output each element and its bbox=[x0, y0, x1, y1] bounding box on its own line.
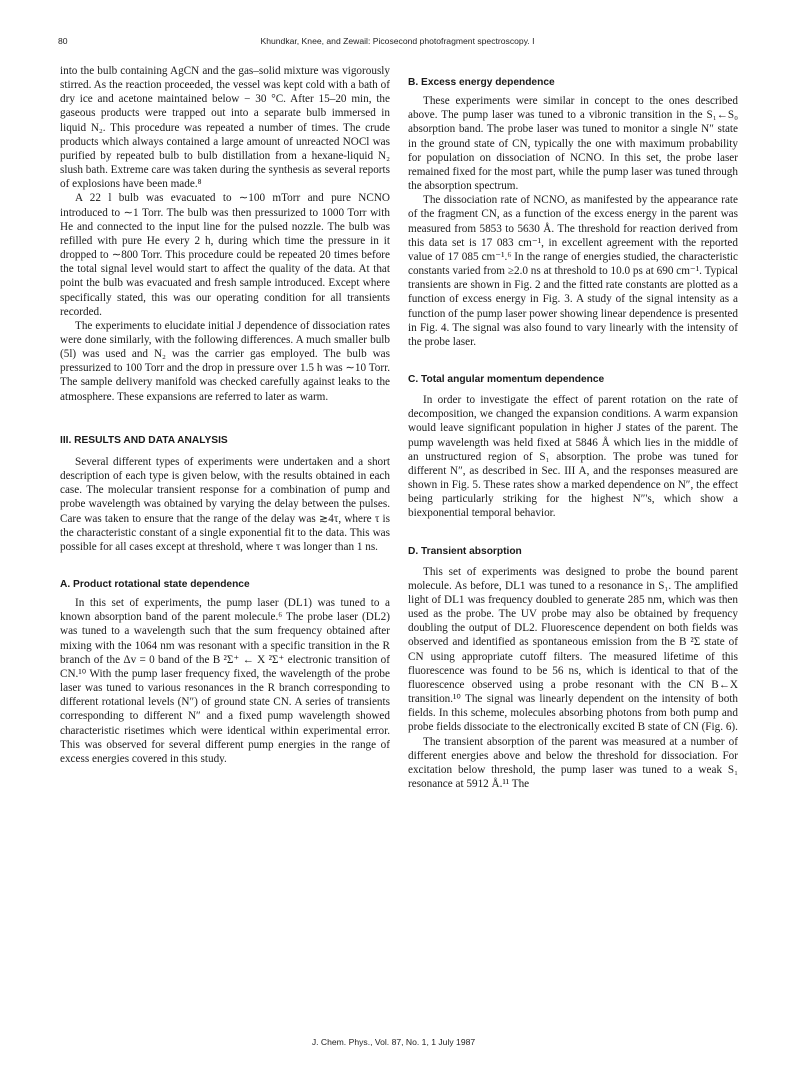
paragraph: The experiments to elucidate initial J dependence of dissociation rates were done similarly, with the following differences. A much smaller bulb (5l) was used and N₂ was the carrier gas employed. The bulb was pressurized to 100 Torr and the drop in pressure over 1.5 h was ∼10 Torr. The sample delivery manifold was checked carefully against leaks to the atmosphere. These expansions are referred to later as warm. bbox=[60, 319, 390, 403]
paragraph: into the bulb containing AgCN and the gas–solid mixture was vigorously stirred. As the reaction proceeded, the vessel was kept cold with a bath of dry ice and acetone maintained below − 30 °C. After 15–20 min, the gaseous products were trapped out into a separate bulb immersed in liquid N₂. This procedure was repeated a number of times. The crude products which always contained a large amount of unreacted NOCl was purified by repeated bulb to bulb distillation from a hexane-liquid N₂ slush bath. Extreme care was taken during the synthesis as several reports of explosions have been made.⁸ bbox=[60, 65, 390, 191]
paragraph: This set of experiments was designed to probe the bound parent molecule. As before, DL1 was tuned to a resonance in S₁. The amplified light of DL1 was frequency doubled to generate 285 nm, which was then used as the probe. The UV probe may also be obtained by frequency doubling the output of DL2. Fluorescence dependent on both fields was observed and identified as spontaneous emission from the B ²Σ state of CN using appropriate cutoff filters. The measured lifetime of this fluorescence was found to be 56 ns, which is identical to that of the fluorescence observed using a probe resonant with the CN B←X transition.¹⁰ The signal was linearly dependent on the intensity of both fields. In this scheme, molecules absorbing photons from both pump and probe fields dissociate to the electronically excited B state of CN (Fig. 6). bbox=[408, 565, 738, 734]
paragraph: These experiments were similar in concept to the ones described above. The pump laser was tuned to a vibronic transition in the S₁←S₀ absorption band. The probe laser was tuned to monitor a single N″ state in the ground state of CN, typically the one with maximum probability for population on dissociation of NCNO. In this set, the probe laser remained fixed for the most part, while the pump laser was tuned through the absorption spectrum. bbox=[408, 95, 738, 193]
subsection-heading-a: A. Product rotational state dependence bbox=[60, 579, 250, 590]
running-header bbox=[58, 36, 737, 50]
page-number: 80 bbox=[58, 36, 68, 46]
section-heading-results: III. RESULTS AND DATA ANALYSIS bbox=[60, 434, 228, 446]
subsection-heading-d: D. Transient absorption bbox=[408, 545, 522, 557]
paragraph: In this set of experiments, the pump laser (DL1) was tuned to a known absorption band of the parent molecule.⁶ The probe laser (DL2) was tuned to a wavelength such that the sum frequency obtained after mixing with the 1064 nm was resonant with a specific transition in the R branch of the Δv = 0 band of the B ²Σ⁺ ← X ²Σ⁺ electronic transition of CN.¹⁰ With the pump laser frequency fixed, the wavelength of the probe laser was tuned to various resonances in the R branch corresponding to different rotational levels (N″) of ground state CN. A series of transients corresponding to different N″ and a fixed pump wavelength showed characteristic risetimes which were identical within experimental error. This was observed for several different pump energies in the range of excess energies covered in this study. bbox=[60, 597, 390, 765]
journal-citation-footer: J. Chem. Phys., Vol. 87, No. 1, 1 July 1987 bbox=[311, 1037, 476, 1047]
running-title: Khundkar, Knee, and Zewail: Picosecond photofragment spectroscopy. I bbox=[260, 36, 535, 46]
paragraph: In order to investigate the effect of parent rotation on the rate of decomposition, we changed the expansion conditions. A warm expansion would leave significant population in higher J states of the parent. The pump wavelength was held fixed at 5846 Å which lies in the middle of an unstructured region of S₁ absorption. The probe was tuned for different N″, as described in Sec. III A, and the responses measured are shown in Fig. 5. These rates show a marked dependence on N″, the effect being particularly striking for the highest N″'s, which show a biexponential temporal behavior. bbox=[408, 394, 738, 520]
subsection-heading-b: B. Excess energy dependence bbox=[408, 77, 555, 88]
paragraph: Several different types of experiments were undertaken and a short description of each type is given below, with the results obtained in each case. The molecular transient response for a combination of pump and probe wavelength was obtained by varying the delay between the pulses. Care was taken to ensure that the range of the delay was ≳4τ, where τ is the characteristic constant of a single exponential fit to the data. This was possible for all cases except at threshold, where τ was longer than 1 ns. bbox=[60, 455, 390, 553]
left-column bbox=[60, 64, 390, 766]
paragraph: A 22 l bulb was evacuated to ∼100 mTorr and pure NCNO introduced to ∼1 Torr. The bulb was then pressurized to 1000 Torr with He and connected to the input line for the pulsed nozzle. The bulb was refilled with pure He every 2 h, during which time the pressure in it dropped to ∼800 Torr. This procedure could be repeated 20 times before the total signal level would start to affect the quality of the data. At that point the bulb was evacuated and fresh sample introduced. Except where specifically stated, this was our operating condition for all transients recorded. bbox=[60, 192, 390, 318]
paragraph: The transient absorption of the parent was measured at a number of different energies above and below the threshold for dissociation. For excitation below threshold, the pump laser was tuned to a weak S₁ resonance at 5912 Å.¹¹ The bbox=[408, 735, 738, 791]
paragraph: The dissociation rate of NCNO, as manifested by the appearance rate of the fragment CN, as a function of the excess energy in the parent was measured from 5853 to 5630 Å. The threshold for reaction derived from this data set is 17 083 cm⁻¹, in excellent agreement with the reported value of 17 085 cm⁻¹.⁶ In the range of energies studied, the characteristic constants varied from ≥2.0 ns at threshold to 10.0 ps at 690 cm⁻¹. Typical transients are shown in Fig. 2 and the fitted rate constants are plotted as a function of excess energy in Fig. 3. A study of the signal intensity as a function of the pump laser power showing linear dependence is presented in Fig. 4. The signal was also found to vary linearly with the intensity of the probe laser. bbox=[408, 194, 738, 348]
subsection-heading-c: C. Total angular momentum dependence bbox=[408, 373, 605, 385]
right-column bbox=[408, 64, 738, 791]
